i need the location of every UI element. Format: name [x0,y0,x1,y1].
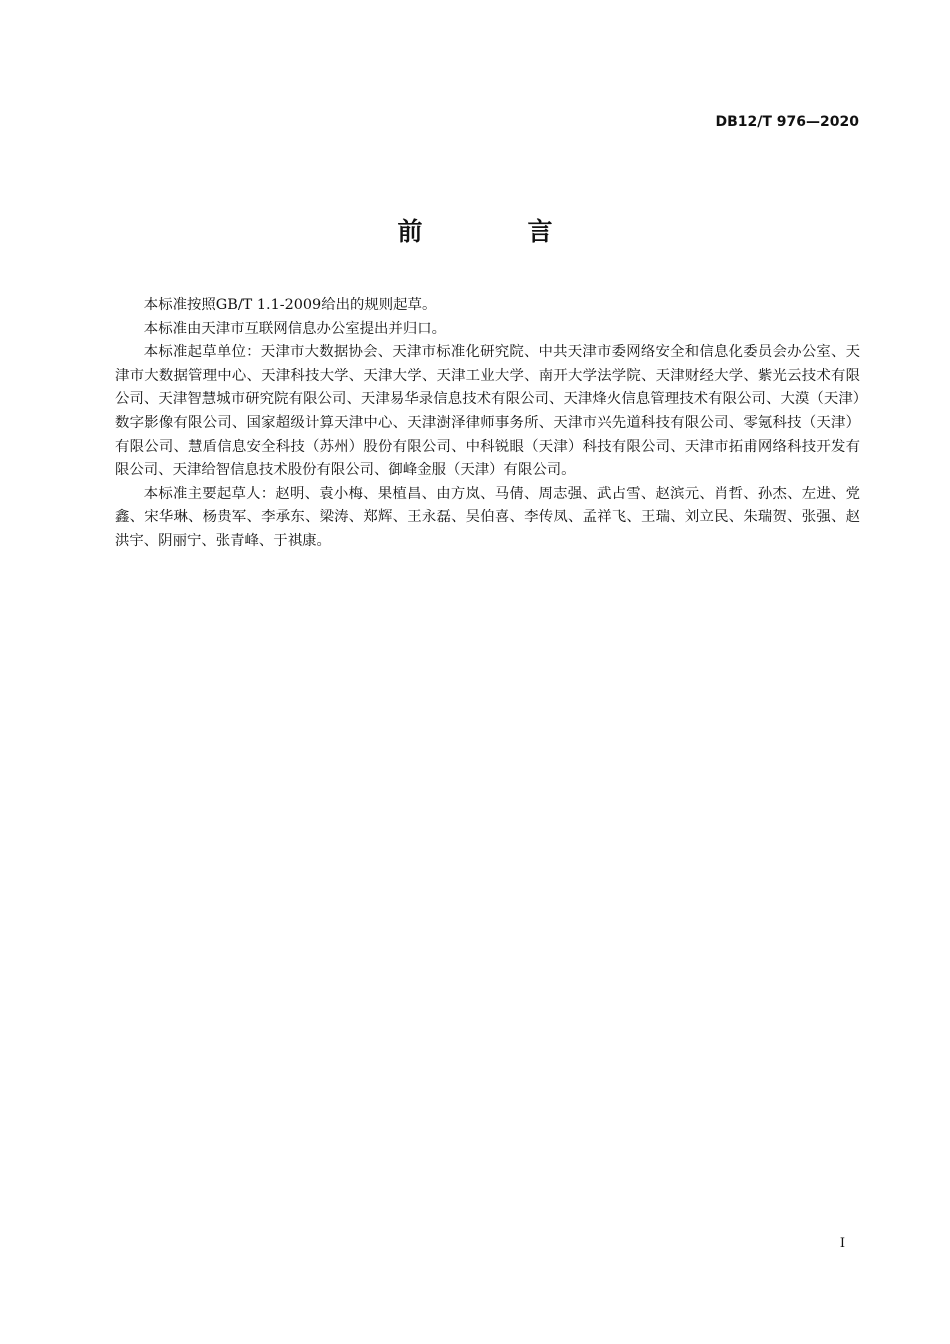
paragraph-proposer: 本标准由天津市互联网信息办公室提出并归口。 [143,320,447,337]
paragraph-drafting-units: 本标准起草单位：天津市大数据协会、天津市标准化研究院、中共天津市委网络安全和信息化委员会办公室、天津市大数据管理中心、天津科技大学、天津大学、天津工业大学、南开大学法学院、天津财经大学、紫光云技术有限公司、天津智慧城市研究院有限公司、天津易华录信息技术有限公司、天津烽火信息管理技术有限公司、大漠（天津）数字影像有限公司、国家超级计算天津中心、天津澍泽律师事务所、天津市兴先道科技有限公司、零氪科技（天津）有限公司、慧盾信息安全科技（苏州）股份有限公司、中科锐眼（天津）科技有限公司、天津市拓甫网络科技开发有限公司、天津给智信息技术股份有限公司、御峰金服（天津）有限公司。 [115,344,860,479]
foreword-body [115,294,860,554]
paragraph-drafters: 本标准主要起草人：赵明、袁小梅、果植昌、由方岚、马倩、周志强、武占雪、赵滨元、肖哲、孙杰、左进、党鑫、宋华琳、杨贵军、李承东、梁涛、郑辉、王永磊、吴伯喜、李传凤、孟祥飞、王瑞、刘立民、朱瑞贺、张强、赵洪宇、阴丽宁、张青峰、于祺康。 [115,485,860,549]
document-code: DB12/T 976—2020 [715,114,859,130]
page-title: 前 言 [397,217,593,246]
paragraph-drafting-rules: 本标准按照GB/T 1.1-2009给出的规则起草。 [143,297,437,313]
page-number: I [839,1236,845,1251]
